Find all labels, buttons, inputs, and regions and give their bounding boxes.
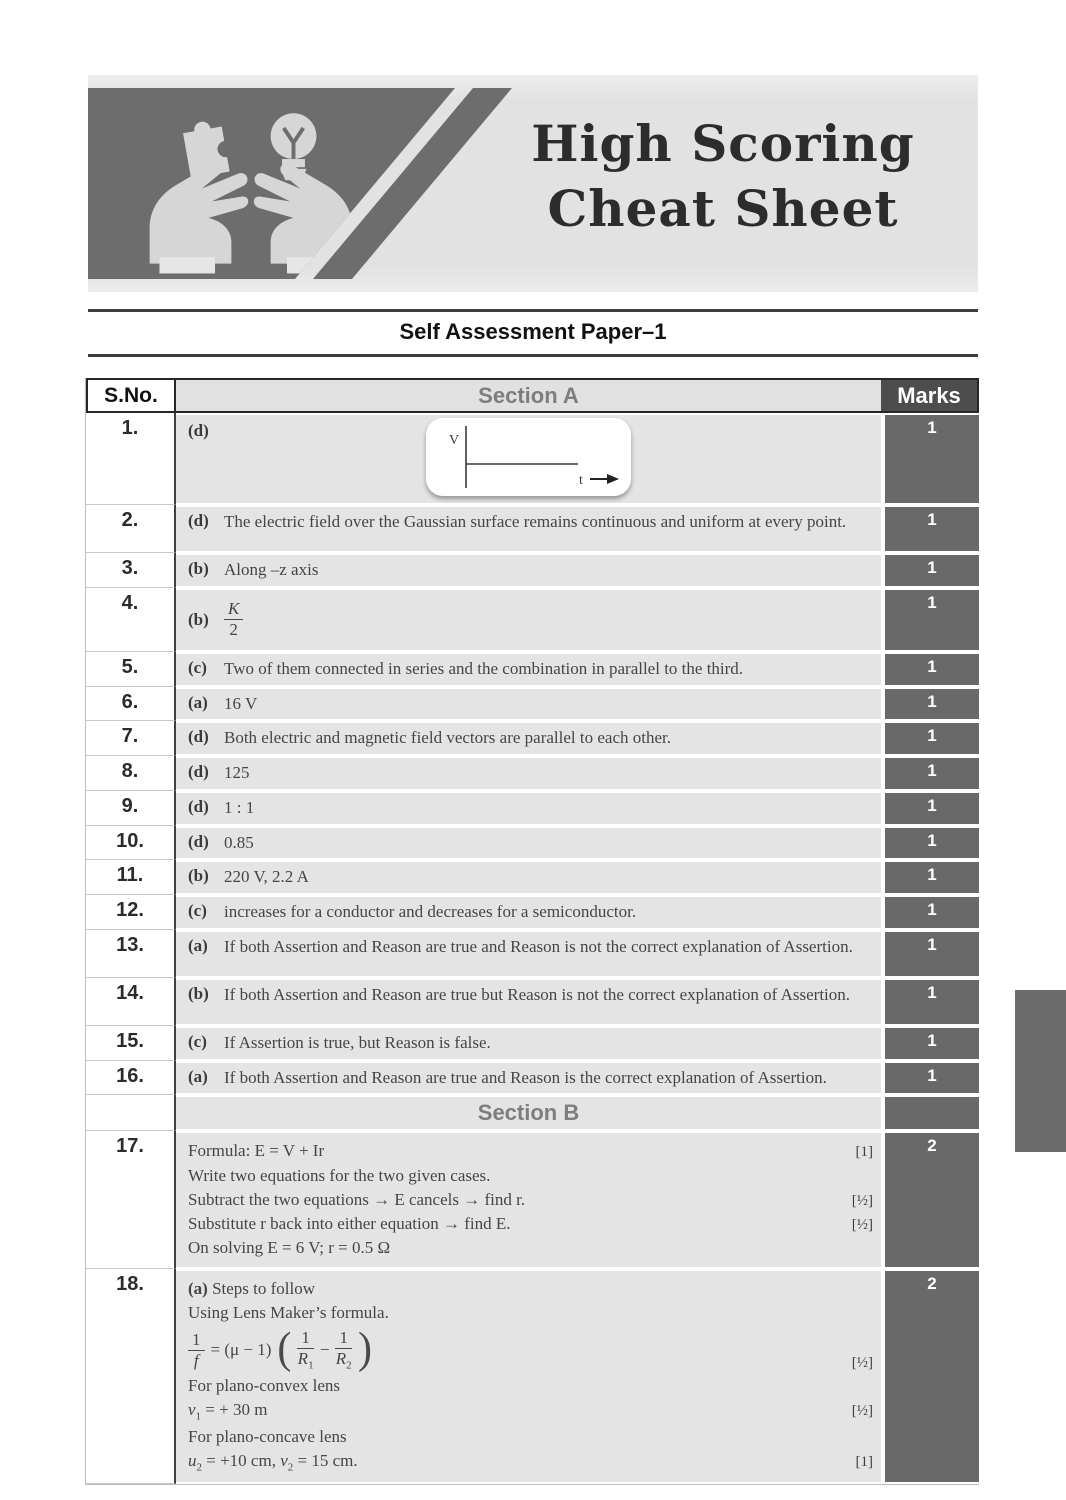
marks-cell: 1 xyxy=(881,687,979,722)
marks-cell: 2 xyxy=(881,1269,979,1484)
option-label: (b) xyxy=(188,559,209,578)
marks-cell: 1 xyxy=(881,826,979,861)
option-label: (c) xyxy=(188,901,207,921)
answer-cell xyxy=(176,895,881,930)
marks-cell: 1 xyxy=(881,553,979,588)
answer-cell xyxy=(176,930,881,978)
left-hand-icon xyxy=(150,163,249,273)
paper-subtitle: Self Assessment Paper–1 xyxy=(399,319,667,344)
header-banner xyxy=(88,75,978,292)
banner-title-line1: High Scoring xyxy=(531,113,915,173)
marks-cell: 1 xyxy=(881,1026,979,1061)
v-t-graph xyxy=(426,418,631,496)
answer-text: If both Assertion and Reason are true and Reason is not the correct explanation of Assertion. xyxy=(224,936,853,956)
answer-text: 16 V xyxy=(224,693,258,713)
marks-cell: 1 xyxy=(881,895,979,930)
q18-line4: $v_1$ = + 30 m xyxy=(188,1399,268,1423)
fraction: $\frac{K}{2}$ xyxy=(224,600,243,639)
answer-cell xyxy=(176,652,881,687)
answer-cell xyxy=(176,791,881,826)
sno-cell-empty xyxy=(86,1095,176,1131)
q18-line5: For plano-concave lens xyxy=(188,1426,347,1446)
q18-line6: $u_2 = +10$ cm, $v_2 = 15$ cm. xyxy=(188,1450,358,1474)
answer-text: 1 : 1 xyxy=(224,797,255,817)
answer-text: increases for a conductor and decreases for a semiconductor. xyxy=(224,902,637,922)
option-label: (d) xyxy=(188,831,209,851)
marks-cell: 1 xyxy=(881,413,979,505)
sno-cell: 8. xyxy=(86,756,176,791)
option-label: (a) xyxy=(188,1066,208,1086)
banner-title-line2: Cheat Sheet xyxy=(547,178,899,238)
hands-holding-puzzle-and-lightbulb-icon xyxy=(136,110,366,280)
section-b-label: Section B xyxy=(176,1097,881,1129)
marks-cell: 1 xyxy=(881,721,979,756)
answer-text: 0.85 xyxy=(224,832,254,852)
sno-cell: 7. xyxy=(86,721,176,756)
q17-line3: Subtract the two equations → E cancels → find r. xyxy=(188,1189,526,1209)
answer-cell xyxy=(176,756,881,791)
option-label: (d) xyxy=(188,727,209,747)
sno-cell: 9. xyxy=(86,791,176,826)
marks-cell: 1 xyxy=(881,791,979,826)
graph-y-axis-label: V xyxy=(449,433,460,448)
sno-cell: 10. xyxy=(86,826,176,861)
option-label: (d) xyxy=(188,762,209,782)
answer-cell xyxy=(176,1026,881,1061)
q18-line1: (a) Steps to follow xyxy=(188,1278,316,1298)
marks-cell: 1 xyxy=(881,978,979,1026)
marks-cell: 1 xyxy=(881,756,979,791)
answer-text: Both electric and magnetic field vectors are parallel to each other. xyxy=(224,728,671,748)
marks-cell: 1 xyxy=(881,588,979,652)
marks-cell: 1 xyxy=(881,505,979,553)
sno-cell: 12. xyxy=(86,895,176,930)
lens-maker-formula: $\frac{1}{f}$ = (μ − 1) ( $\frac{1}{R_1}$ − $\frac{1}{R_2}$ ) [½] xyxy=(188,1325,873,1374)
option-label: (b) xyxy=(188,609,209,629)
marks-cell: 1 xyxy=(881,930,979,978)
sno-cell: 11. xyxy=(86,860,176,895)
q17-line1: Formula: E = V + Ir xyxy=(188,1141,325,1161)
page-edge-tab xyxy=(1015,990,1066,1152)
option-label: (a) xyxy=(188,692,208,712)
answer-cell xyxy=(176,978,881,1026)
sno-cell: 16. xyxy=(86,1061,176,1096)
answer-text: If both Assertion and Reason are true but Reason is not the correct explanation of Assertion. xyxy=(224,984,851,1004)
q18-line2: Using Lens Maker’s formula. xyxy=(188,1302,389,1322)
q17-line5: On solving E = 6 V; r = 0.5 Ω xyxy=(188,1238,391,1258)
col-header-section-a: Section A xyxy=(176,378,881,413)
answer-cell xyxy=(176,687,881,722)
q17-line4: Substitute r back into either equation → find E. xyxy=(188,1214,511,1234)
answer-cell: Formula: E = V + Ir [1] Write two equations for the two given cases. Subtract the two equations → E cancels → find r. [½] Substitute r back into either equation → find E. [½] On solving E = 6 V; r = 0.5 Ω xyxy=(176,1131,881,1268)
answer-text: Along –z axis xyxy=(224,560,319,579)
answer-table xyxy=(85,378,979,1485)
answer-cell xyxy=(176,826,881,861)
answer-text: 125 xyxy=(224,763,250,783)
banner-title xyxy=(468,75,978,276)
option-label: (b) xyxy=(188,983,209,1003)
option-label: (d) xyxy=(188,511,209,530)
option-label: (b) xyxy=(188,866,209,886)
graph-x-axis-label: t xyxy=(579,473,583,488)
graph-arrow-icon xyxy=(607,474,619,484)
option-label: (d) xyxy=(188,421,209,440)
sno-cell: 13. xyxy=(86,930,176,978)
sno-cell: 5. xyxy=(86,652,176,687)
answer-cell: (a) Steps to follow Using Lens Maker’s formula. $\frac{1}{f}$ = (μ − 1) ( $\frac{1}{R_1}$ − $\frac{1}{R_2}$ ) [½] For plano-convex lens $v_1$ = + 30 m [½] For plano-concave lens $u_2 = +10$ cm, $v_2 = 15$ cm. [1] xyxy=(176,1269,881,1484)
q18-line3: For plano-convex lens xyxy=(188,1375,341,1395)
answer-text: Two of them connected in series and the combination in parallel to the third. xyxy=(224,658,744,678)
answer-text: If Assertion is true, but Reason is false. xyxy=(224,1032,491,1052)
marks-cell: 2 xyxy=(881,1131,979,1268)
subtitle-block xyxy=(88,309,978,357)
answer-cell xyxy=(176,413,881,505)
option-label: (c) xyxy=(188,657,207,677)
sno-cell: 1. xyxy=(86,413,176,505)
answer-cell xyxy=(176,721,881,756)
answer-text: If both Assertion and Reason are true and Reason is the correct explanation of Assertion. xyxy=(224,1067,827,1087)
sno-cell: 2. xyxy=(86,505,176,553)
marks-cell-empty xyxy=(881,1095,979,1131)
col-header-sno: S.No. xyxy=(86,378,176,413)
answer-cell xyxy=(176,588,881,652)
sno-cell: 4. xyxy=(86,588,176,652)
option-label: (c) xyxy=(188,1031,207,1051)
q17-line2: Write two equations for the two given cases. xyxy=(188,1165,491,1185)
section-b-header-cell xyxy=(176,1095,881,1131)
marks-cell: 1 xyxy=(881,1061,979,1096)
sno-cell: 15. xyxy=(86,1026,176,1061)
col-header-marks: Marks xyxy=(881,378,979,413)
marks-cell: 1 xyxy=(881,652,979,687)
answer-cell xyxy=(176,553,881,588)
answer-text: 220 V, 2.2 A xyxy=(224,867,309,887)
sno-cell: 14. xyxy=(86,978,176,1026)
answer-cell xyxy=(176,1061,881,1096)
option-label: (a) xyxy=(188,935,208,955)
answer-cell xyxy=(176,860,881,895)
sno-cell: 6. xyxy=(86,687,176,722)
option-label: (d) xyxy=(188,796,209,816)
answer-cell xyxy=(176,505,881,553)
sno-cell: 18. xyxy=(86,1269,176,1484)
marks-cell: 1 xyxy=(881,860,979,895)
answer-text: The electric field over the Gaussian surface remains continuous and uniform at every point. xyxy=(224,512,847,531)
sno-cell: 3. xyxy=(86,553,176,588)
sno-cell: 17. xyxy=(86,1131,176,1268)
